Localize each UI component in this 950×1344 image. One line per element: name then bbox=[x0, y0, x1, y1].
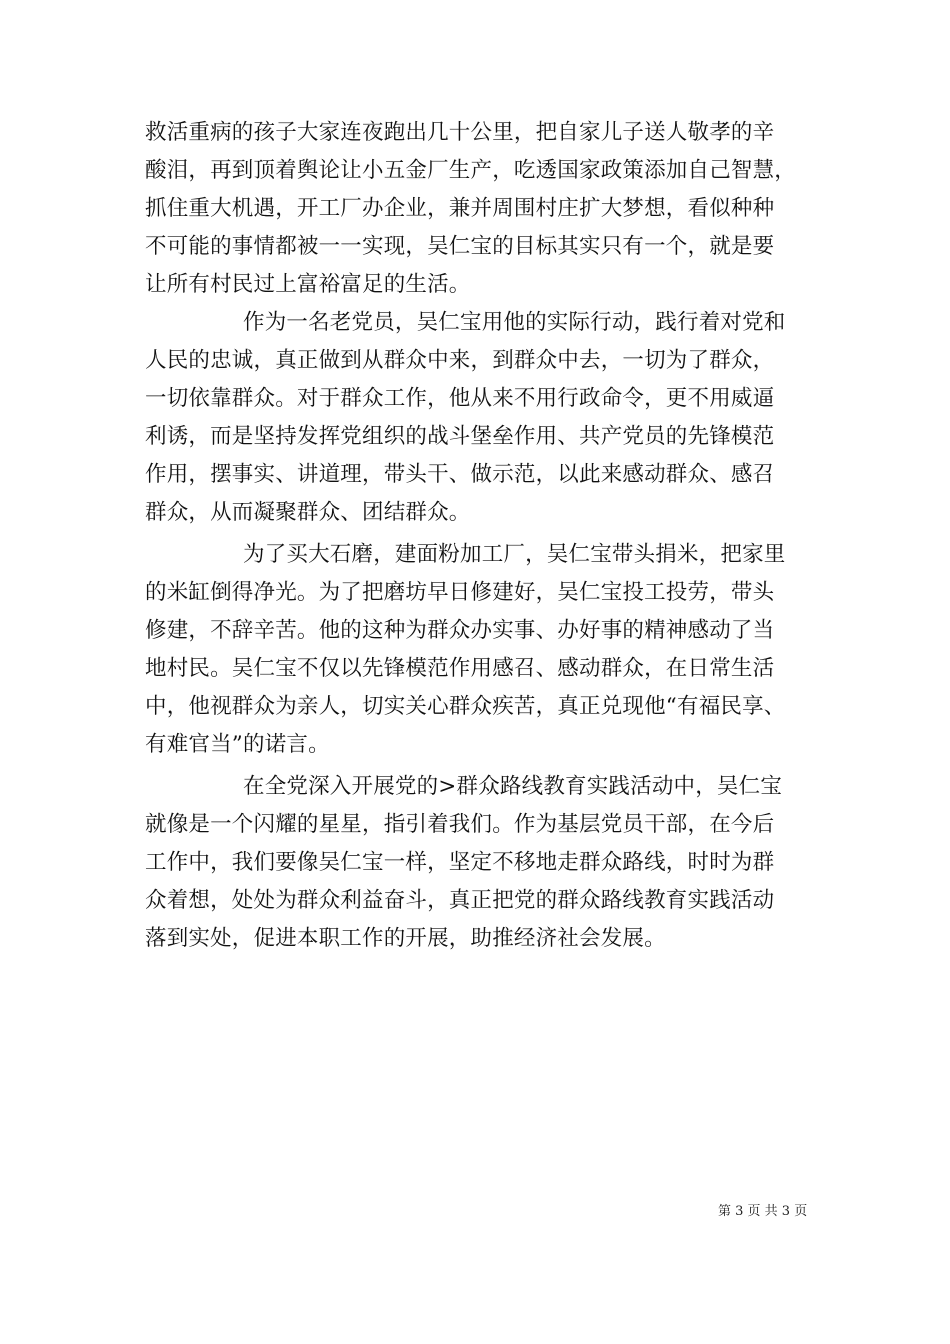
paragraph-line: 工作中，我们要像吴仁宝一样，坚定不移地走群众路线，时时为群 bbox=[145, 850, 775, 875]
paragraph-line: 作为一名老党员，吴仁宝用他的实际行动，践行着对党和 bbox=[243, 310, 786, 335]
paragraph-line: 众着想，处处为群众利益奋斗，真正把党的群众路线教育实践活动 bbox=[145, 888, 775, 913]
paragraph-line: 不可能的事情都被一一实现，吴仁宝的目标其实只有一个，就是要 bbox=[145, 234, 775, 259]
paragraph-line: 就像是一个闪耀的星星，指引着我们。作为基层党员干部，在今后 bbox=[145, 812, 775, 837]
paragraph-line: 为了买大石磨，建面粉加工厂，吴仁宝带头捐米，把家里 bbox=[243, 542, 786, 567]
paragraph-1 bbox=[145, 114, 825, 304]
paragraph-line: 的米缸倒得净光。为了把磨坊早日修建好，吴仁宝投工投劳，带头 bbox=[145, 580, 775, 605]
paragraph-line: 人民的忠诚，真正做到从群众中来，到群众中去，一切为了群众， bbox=[145, 348, 775, 373]
paragraph-line: 有难官当”的诺言。 bbox=[145, 732, 330, 757]
paragraph-line: 让所有村民过上富裕富足的生活。 bbox=[145, 272, 471, 297]
paragraph-line: 一切依靠群众。对于群众工作，他从来不用行政命令，更不用威逼 bbox=[145, 386, 775, 411]
document-body bbox=[145, 114, 825, 958]
paragraph-line: 群众，从而凝聚群众、团结群众。 bbox=[145, 500, 471, 525]
paragraph-line: 地村民。吴仁宝不仅以先锋模范作用感召、感动群众，在日常生活 bbox=[145, 656, 775, 681]
page-number-footer: 第 3 页 共 3 页 bbox=[718, 1204, 808, 1219]
paragraph-line: 修建，不辞辛苦。他的这种为群众办实事、办好事的精神感动了当 bbox=[145, 618, 775, 643]
paragraph-4 bbox=[145, 768, 825, 958]
paragraph-line: 落到实处，促进本职工作的开展，助推经济社会发展。 bbox=[145, 926, 666, 951]
paragraph-line: 利诱，而是坚持发挥党组织的战斗堡垒作用、共产党员的先锋模范 bbox=[145, 424, 775, 449]
paragraph-3 bbox=[145, 536, 825, 764]
paragraph-line: 中，他视群众为亲人，切实关心群众疾苦，真正兑现他“有福民享、 bbox=[145, 694, 786, 719]
paragraph-line: 抓住重大机遇，开工厂办企业，兼并周围村庄扩大梦想，看似种种 bbox=[145, 196, 775, 221]
paragraph-line: 在全党深入开展党的>群众路线教育实践活动中，吴仁宝 bbox=[243, 774, 783, 799]
paragraph-line: 救活重病的孩子大家连夜跑出几十公里，把自家儿子送人敬孝的辛 bbox=[145, 120, 775, 145]
paragraph-line: 酸泪，再到顶着舆论让小五金厂生产，吃透国家政策添加自己智慧， bbox=[145, 158, 797, 183]
paragraph-2 bbox=[145, 304, 825, 532]
paragraph-line: 作用，摆事实、讲道理，带头干、做示范，以此来感动群众、感召 bbox=[145, 462, 775, 487]
